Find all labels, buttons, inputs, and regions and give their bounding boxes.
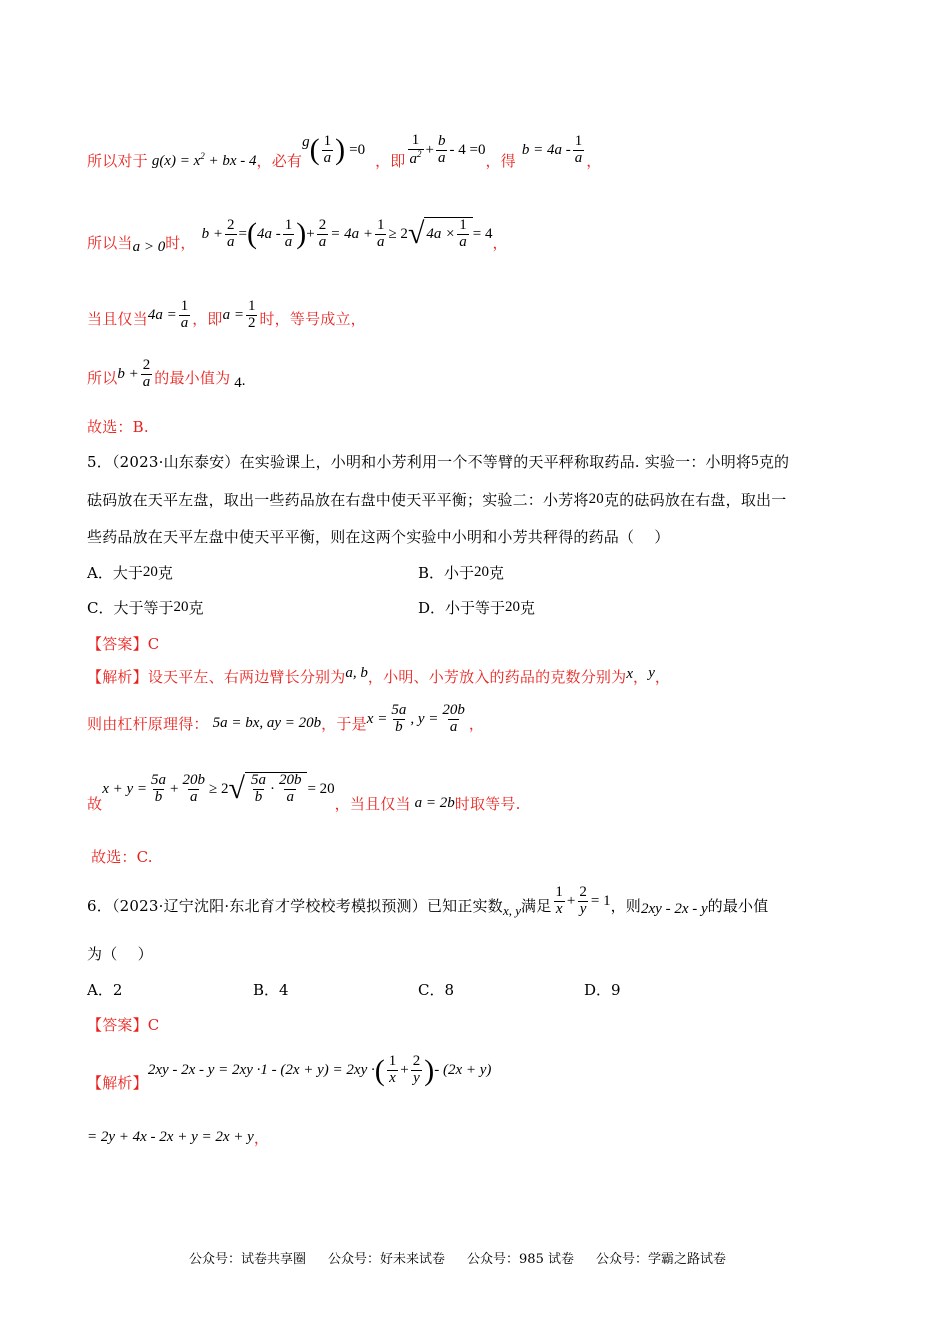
q5-answer: 【答案】C [87,635,160,653]
q6-line-1: 6．（2023·辽宁沈阳·东北育才学校校考模拟预测）已知正实数 x, y 满足 $\frac{1}{x}$ + $\frac{2}{y}$ = 1 ，则 2xy - 2x - y 的最小值 [87,883,769,918]
footer-item: 公众号：试卷共享圈 [189,1252,307,1267]
q5-line-2: 砝码放在天平左盘，取出一些药品放在右盘中使天平平衡；实验二：小芳将20克的砝码放在右盘，取出一 [87,491,787,509]
q5-explanation-3: 故 x + y = $\frac{5a}{b}$ + $\frac{20b}{a}$ ≥ 2 √ $\frac{5a}{b}$ · $\frac{20b}{a}$ = 20 ，当且仅当 a = 2b 时取等号. [87,771,521,813]
footer-item: 公众号：好未来试卷 [328,1252,446,1267]
footer-item: 公众号：学霸之路试卷 [595,1252,726,1267]
text: 所以当 [87,233,133,252]
text: ，必有 [256,151,303,170]
footer-item: 公众号：985 试卷 [467,1252,574,1267]
text: ，即 [192,309,223,328]
q5-option-b: B．小于20克 [418,564,505,582]
line-1: 所以对于 $g(x) = x^2$ + bx - 4 ，必有 g ( $\frac{1}{a}$ ) =0 ，即 $\frac{1}{a^2}$ + $\frac{b}{a}$ - 4 =0 ，得 b = 4a - $\frac{1}{a}$ ， [87,131,602,170]
math: $\frac{1}{a^2}$ + $\frac{b}{a}$ - 4 =0 [409,131,486,167]
line-3 [87,293,366,343]
q5-option-a: A．大于20克 [87,564,173,582]
text: ，得 [485,151,516,170]
footer [189,1248,726,1267]
q6-line-2: 为（ ） [87,945,153,963]
text: 的最小值为 [154,368,231,387]
q6-option-c: C．8 [418,981,455,999]
answer-choice-b: 故选：B. [87,418,149,436]
text: ，即 [375,151,406,170]
math: x = $\frac{5a}{b}$ , y = $\frac{20b}{a}$ [366,701,465,735]
q6-option-a: A．2 [87,981,123,999]
text: 时，等号成立， [259,309,366,328]
math: b + $\frac{2}{a}$ = ( 4a - $\frac{1}{a}$ ) + $\frac{2}{a}$ = 4a + $\frac{1}{a}$ ≥ 2 √ 4a × $\frac{1}{a}$ = 4 [201,216,493,250]
math: $\frac{1}{x}$ + $\frac{2}{y}$ = 1 [555,883,611,917]
line-2: 所以当 a > 0 时， b + $\frac{2}{a}$ = ( 4a - $\frac{1}{a}$ ) + $\frac{2}{a}$ = 4a + $\frac{1}{a}$ ≥ 2 √ 4a × $\frac{1}{a}$ = 4 ， [87,216,508,255]
text: 时， [165,233,196,252]
math: b = 4a - $\frac{1}{a}$ [521,132,583,166]
q5-line-1: 5．（2023·山东泰安）在实验课上，小明和小芳利用一个不等臂的天平秤称取药品. 实验一：小明将5克的 [87,453,790,471]
text: 所以对于 [87,151,148,170]
math: 4a = $\frac{1}{a}$ [147,297,189,331]
q6-answer: 【答案】C [87,1016,160,1034]
q5-explanation-1: 【解析】 设天平左、右两边臂长分别为 a, b ，小明、小芳放入的药品的克数分别为 x ， y ， [87,665,671,686]
q6-explanation-1: 【解析】 2xy - 2x - y = 2xy ·1 - (2x + y) = 2xy · ( $\frac{1}{x}$ + $\frac{2}{y}$ ) - (2x + y) [87,1053,492,1092]
q5-option-d: D．小于等于20克 [418,599,536,617]
text: 所以 [87,368,118,387]
q5-explanation-2: 则由杠杆原理得： 5a = bx, ay = 20b ，于是 x = $\frac{5a}{b}$ , y = $\frac{20b}{a}$ ， [87,701,485,735]
math: x + y = $\frac{5a}{b}$ + $\frac{20b}{a}$ ≥ 2 √ $\frac{5a}{b}$ · $\frac{20b}{a}$ = 20 [102,771,335,805]
math: b + $\frac{2}{a}$ [117,356,151,390]
math: 2xy - 2x - y = 2xy ·1 - (2x + y) = 2xy · ( $\frac{1}{x}$ + $\frac{2}{y}$ ) - (2x + y) [147,1053,492,1087]
q6-option-b: B．4 [253,981,289,999]
math: $g(x) = x^2$ + bx - 4 [151,150,257,169]
q6-explanation-2: = 2y + 4x - 2x + y = 2x + y ， [87,1129,270,1147]
q5-final-answer: 故选：C. [91,848,153,866]
q5-line-3: 些药品放在天平左盘中使天平平衡，则在这两个实验中小明和小芳共秤得的药品（ ） [87,528,670,546]
q6-option-d: D．9 [584,981,621,999]
math: a = $\frac{1}{2}$ [222,297,256,331]
q5-option-c: C．大于等于20克 [87,599,204,617]
line-4: 所以 b + $\frac{2}{a}$ 的最小值为 4 . [87,356,246,391]
math: g ( $\frac{1}{a}$ ) =0 [302,132,366,166]
text: 当且仅当 [87,309,148,328]
